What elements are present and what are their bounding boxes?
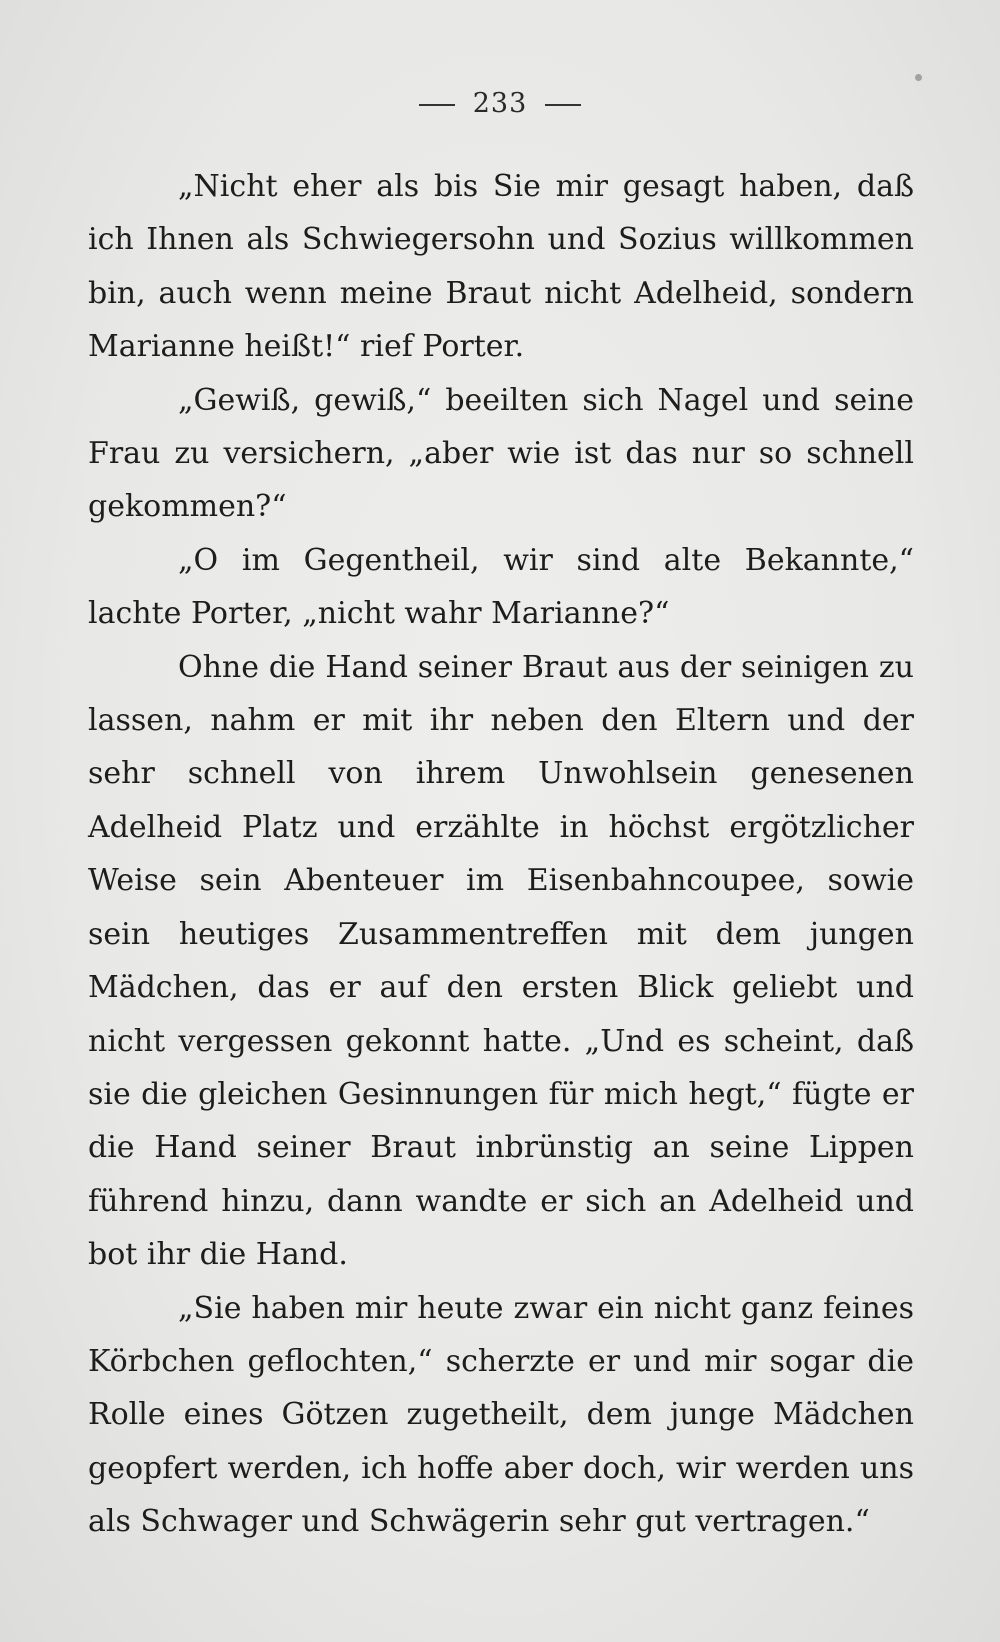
header-dash-left: [419, 104, 455, 106]
paragraph: „Nicht eher als bis Sie mir gesagt haben, daß ich Ihnen als Schwiegersohn und Sozius willkommen bin, auch wenn meine Braut nicht Adelheid, sondern Marianne heißt!“ rief Porter.: [88, 169, 914, 365]
body-text: [88, 160, 914, 1549]
page-number: 233: [472, 88, 528, 119]
ink-speck: [915, 74, 922, 81]
paragraph: „Gewiß, gewiß,“ beeilten sich Nagel und seine Frau zu versichern, „aber wie ist das nur so schnell gekommen?“: [88, 382, 914, 525]
paragraph: „Sie haben mir heute zwar ein nicht ganz feines Körbchen geflochten,“ scherzte er und mir sogar die Rolle eines Götzen zugetheilt, dem junge Mädchen geopfert werden, ich hoffe aber doch, wir werden uns als Schwager und Schwägerin sehr gut vertragen.“: [88, 1290, 914, 1540]
header-dash-right: [545, 104, 581, 106]
page-header: [0, 88, 1000, 119]
paragraph: Ohne die Hand seiner Braut aus der seinigen zu lassen, nahm er mit ihr neben den Eltern und der sehr schnell von ihrem Unwohlsein genesenen Adelheid Platz und erzählte in höchst ergötzlicher Weise sein Abenteuer im Eisenbahncoupee, sowie sein heutiges Zusammentreffen mit dem jungen Mädchen, das er auf den ersten Blick geliebt und nicht vergessen gekonnt hatte. „Und es scheint, daß sie die gleichen Gesinnungen für mich hegt,“ fügte er die Hand seiner Braut inbrünstig an seine Lippen führend hinzu, dann wandte er sich an Adelheid und bot ihr die Hand.: [88, 649, 914, 1273]
paragraph: „O im Gegentheil, wir sind alte Bekannte,“ lachte Porter, „nicht wahr Marianne?“: [88, 542, 914, 632]
